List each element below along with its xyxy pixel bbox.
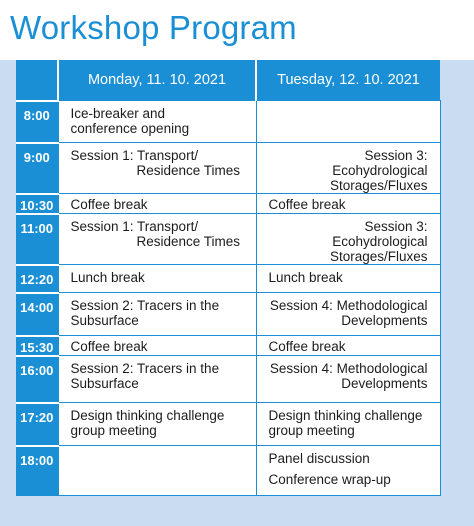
cell-line: group meeting bbox=[70, 423, 157, 438]
schedule-table bbox=[16, 60, 441, 496]
monday-cell bbox=[58, 356, 256, 403]
cell-line: Coffee break bbox=[70, 339, 148, 354]
cell-line: Storages/Fluxes bbox=[329, 249, 428, 264]
cell-line: Developments bbox=[341, 376, 428, 391]
cell-line: conference opening bbox=[70, 121, 190, 136]
monday-cell bbox=[58, 265, 256, 293]
monday-cell bbox=[58, 143, 256, 194]
monday-cell bbox=[58, 194, 256, 214]
cell-line: group meeting bbox=[268, 423, 355, 438]
table-row bbox=[16, 403, 440, 446]
monday-cell bbox=[58, 446, 256, 496]
monday-cell bbox=[58, 101, 256, 143]
time-cell: 10:30 bbox=[16, 194, 58, 214]
monday-cell bbox=[58, 214, 256, 265]
cell-line: Coffee break bbox=[70, 197, 148, 212]
cell-line: Session 4: Methodological bbox=[269, 361, 428, 376]
tuesday-cell bbox=[256, 143, 440, 194]
cell-line: Coffee break bbox=[268, 197, 346, 212]
tuesday-cell bbox=[256, 336, 440, 356]
tuesday-cell bbox=[256, 403, 440, 446]
cell-line: Subsurface bbox=[70, 313, 139, 328]
cell-line: Subsurface bbox=[70, 376, 139, 391]
tuesday-cell bbox=[256, 265, 440, 293]
monday-cell bbox=[58, 293, 256, 336]
table-row bbox=[16, 143, 440, 194]
cell-line: Developments bbox=[341, 313, 428, 328]
time-cell: 11:00 bbox=[16, 214, 58, 265]
cell-line: Design thinking challenge bbox=[268, 408, 423, 423]
header-corner bbox=[16, 60, 58, 101]
monday-cell bbox=[58, 336, 256, 356]
cell-line: Lunch break bbox=[70, 270, 145, 285]
time-cell: 18:00 bbox=[16, 446, 58, 496]
table-row bbox=[16, 214, 440, 265]
cell-line: Conference wrap-up bbox=[268, 472, 391, 487]
tuesday-cell bbox=[256, 446, 440, 496]
table-row bbox=[16, 194, 440, 214]
cell-line: Panel discussion bbox=[268, 451, 370, 466]
page-title: Workshop Program bbox=[10, 9, 297, 46]
tuesday-cell bbox=[256, 101, 440, 143]
cell-line: Lunch break bbox=[268, 270, 343, 285]
monday-cell bbox=[58, 403, 256, 446]
tuesday-cell bbox=[256, 214, 440, 265]
time-cell: 15:30 bbox=[16, 336, 58, 356]
table-row bbox=[16, 265, 440, 293]
table-row bbox=[16, 101, 440, 143]
cell-line: Session 2: Tracers in the bbox=[70, 298, 220, 313]
cell-line: Coffee break bbox=[268, 339, 346, 354]
time-cell: 9:00 bbox=[16, 143, 58, 194]
tuesday-cell bbox=[256, 194, 440, 214]
cell-line: Ice-breaker and bbox=[70, 106, 166, 121]
cell-line: Session 4: Methodological bbox=[269, 298, 428, 313]
cell-line: Residence Times bbox=[136, 234, 241, 249]
cell-line: Session 1: Transport/ bbox=[70, 148, 199, 163]
time-cell: 17:20 bbox=[16, 403, 58, 446]
cell-line: Session 1: Transport/ bbox=[70, 219, 199, 234]
time-cell: 14:00 bbox=[16, 293, 58, 336]
table-row bbox=[16, 356, 440, 403]
tuesday-cell bbox=[256, 293, 440, 336]
header-day-monday: Monday, 11. 10. 2021 bbox=[58, 60, 256, 101]
table-row bbox=[16, 293, 440, 336]
time-cell: 8:00 bbox=[16, 101, 58, 143]
table-header-row bbox=[16, 60, 440, 101]
cell-line: Session 3: Ecohydrological bbox=[332, 148, 428, 178]
cell-line: Design thinking challenge bbox=[70, 408, 225, 423]
time-cell: 16:00 bbox=[16, 356, 58, 403]
cell-line: Storages/Fluxes bbox=[329, 178, 428, 193]
time-cell: 12:20 bbox=[16, 265, 58, 293]
header-day-tuesday: Tuesday, 12. 10. 2021 bbox=[256, 60, 440, 101]
cell-line: Session 3: Ecohydrological bbox=[332, 219, 428, 249]
table-row bbox=[16, 336, 440, 356]
tuesday-cell bbox=[256, 356, 440, 403]
cell-line: Session 2: Tracers in the bbox=[70, 361, 220, 376]
cell-line: Residence Times bbox=[136, 163, 241, 178]
table-row bbox=[16, 446, 440, 496]
